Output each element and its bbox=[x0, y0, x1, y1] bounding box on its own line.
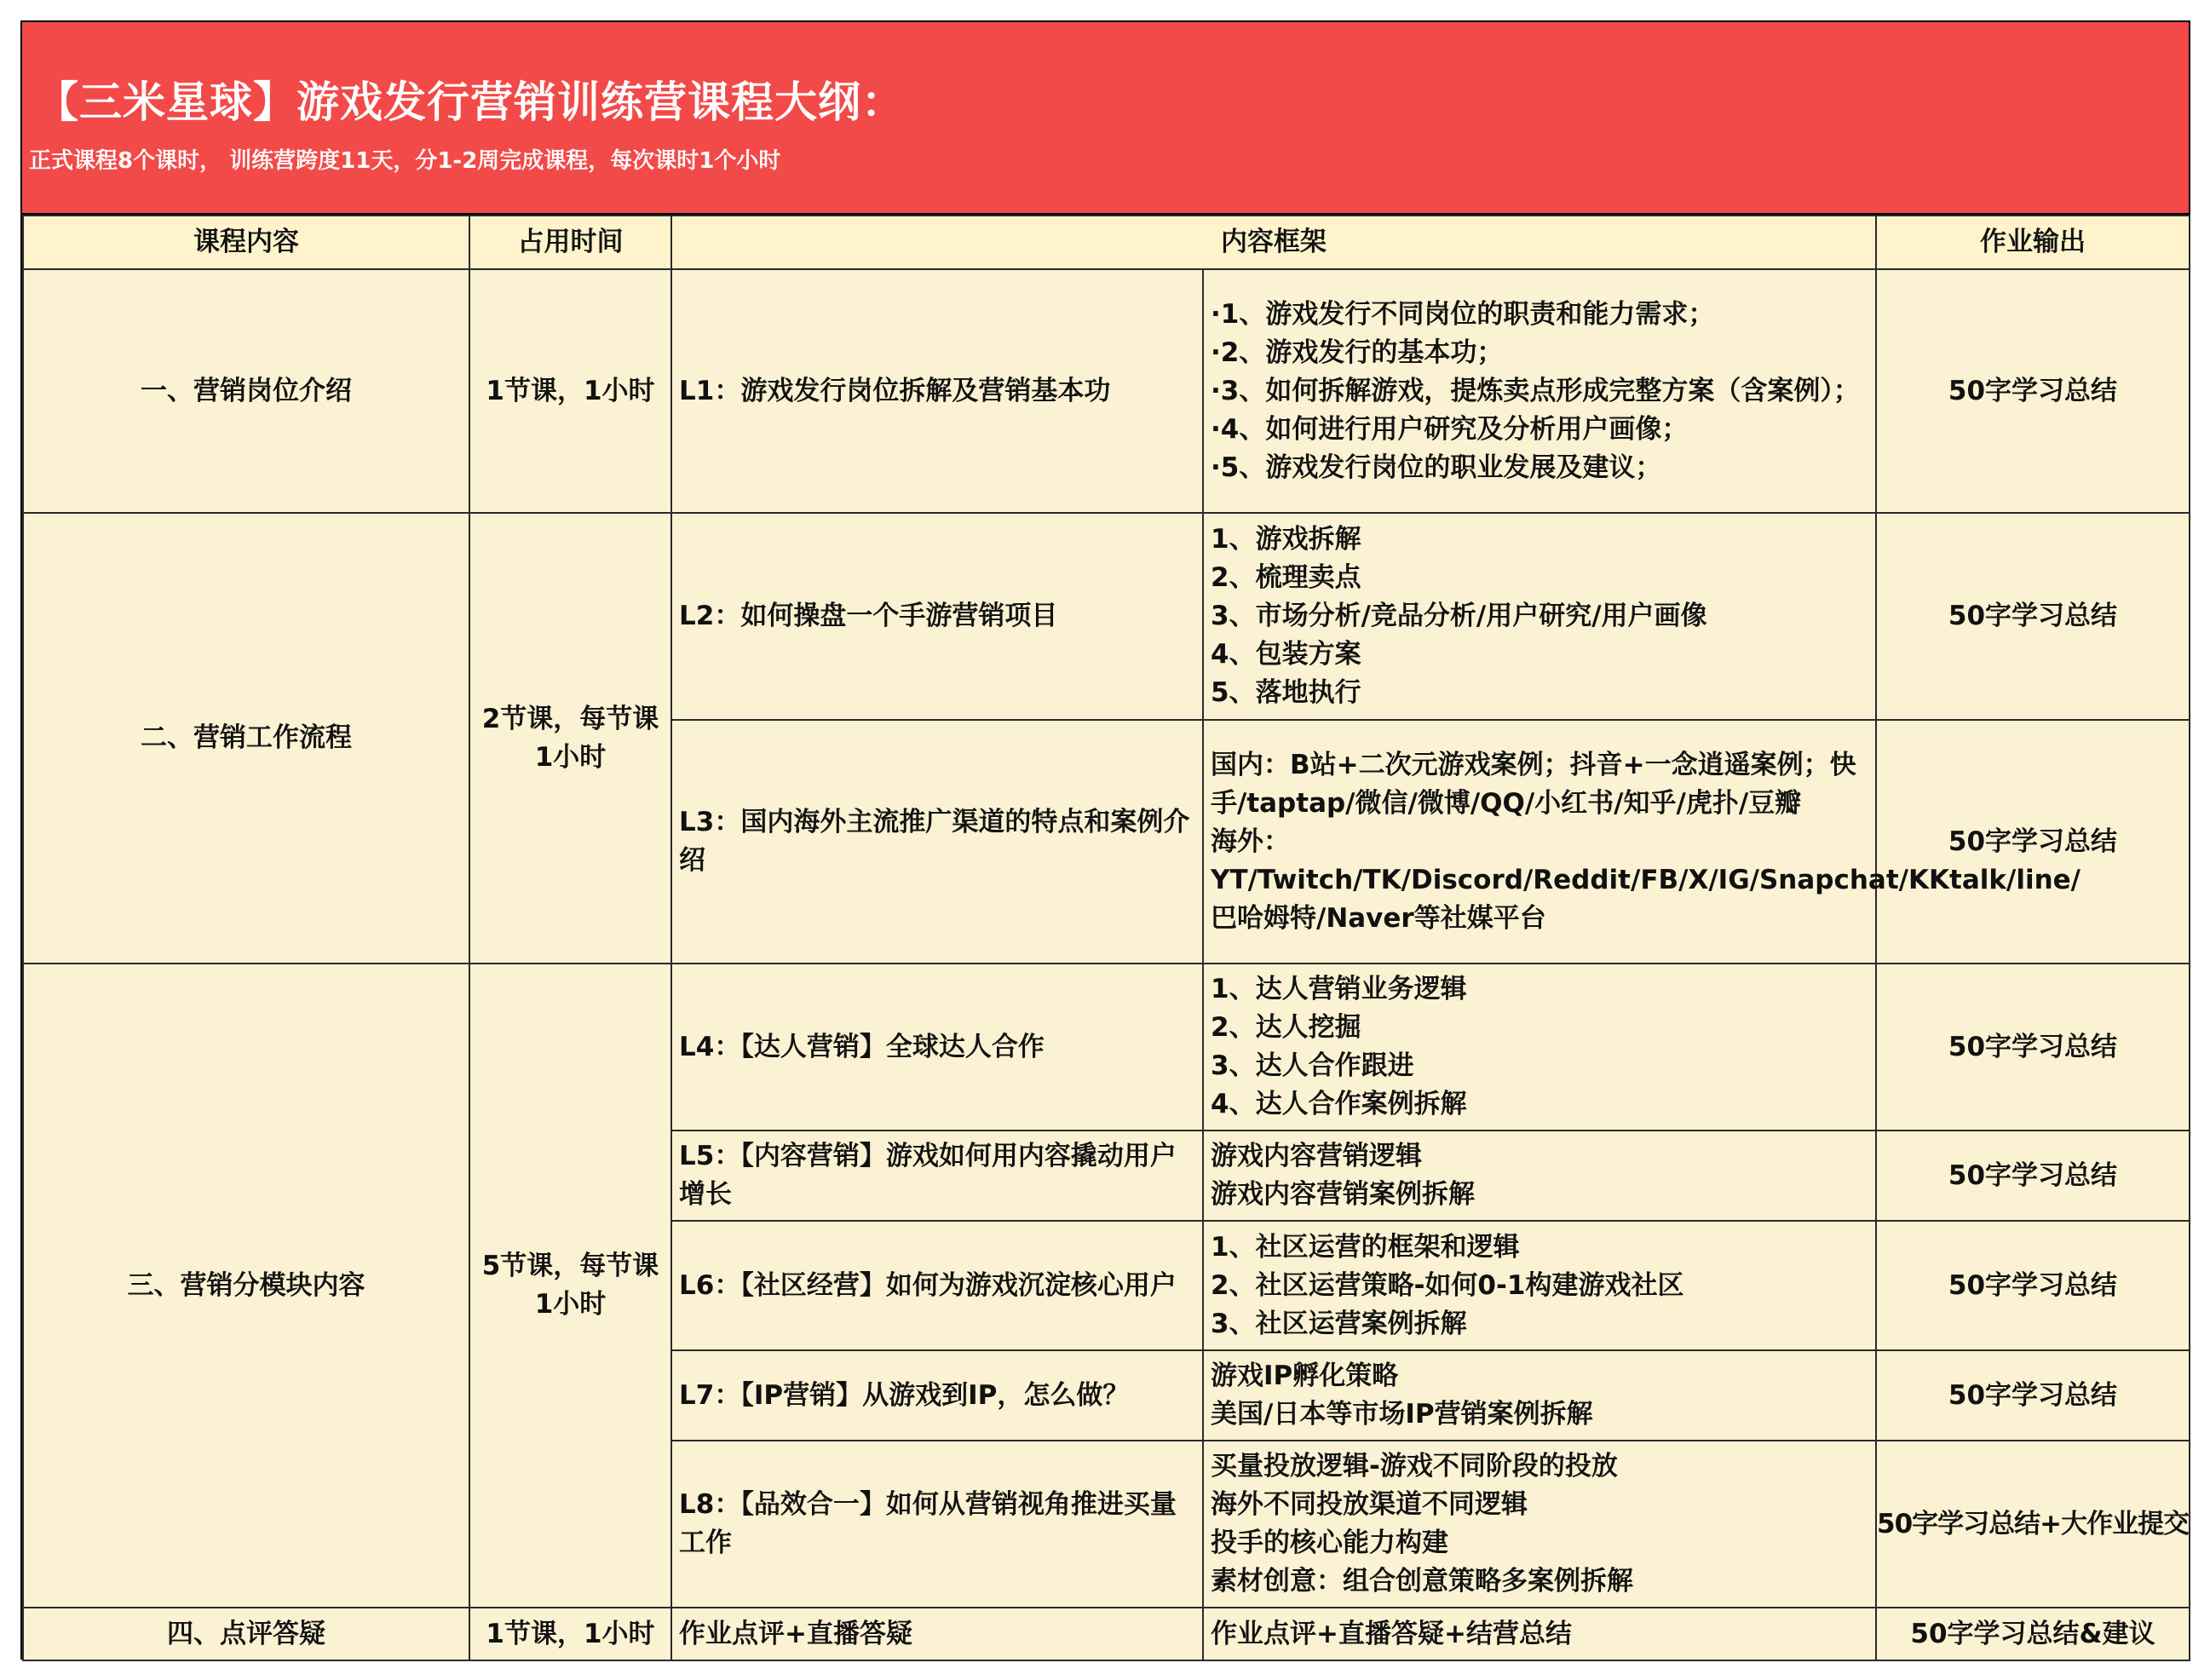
module-cell: 一、营销岗位介绍 bbox=[23, 269, 469, 513]
detail-line: 1、达人营销业务逻辑 bbox=[1211, 974, 1467, 1004]
title-banner bbox=[22, 22, 2189, 215]
table-row bbox=[23, 269, 2190, 513]
lesson-details-cell bbox=[1203, 964, 1876, 1131]
lesson-title-cell: L8：【品效合一】如何从营销视角推进买量工作 bbox=[671, 1441, 1203, 1608]
detail-line: 1、游戏拆解 bbox=[1211, 524, 1361, 555]
lesson-details-cell bbox=[1203, 1131, 1876, 1221]
detail-line: ·1、游戏发行不同岗位的职责和能力需求； bbox=[1211, 298, 1715, 330]
table-row bbox=[23, 964, 2190, 1131]
lesson-title-cell: L5：【内容营销】游戏如何用内容撬动用户增长 bbox=[671, 1131, 1203, 1221]
detail-line: 游戏内容营销逻辑 bbox=[1211, 1141, 1422, 1171]
detail-line: ·3、如何拆解游戏，提炼卖点形成完整方案（含案例）； bbox=[1211, 375, 1860, 406]
lesson-details-cell bbox=[1203, 1350, 1876, 1441]
detail-line: 3、达人合作跟进 bbox=[1211, 1050, 1414, 1081]
lesson-details-cell bbox=[1203, 1608, 1876, 1660]
table-row bbox=[23, 513, 2190, 720]
lesson-details-cell bbox=[1203, 1441, 1876, 1608]
detail-line: ·5、游戏发行岗位的职业发展及建议； bbox=[1211, 452, 1662, 483]
syllabus-sheet bbox=[20, 20, 2190, 1660]
syllabus-table bbox=[22, 215, 2190, 1661]
homework-cell: 50字学习总结 bbox=[1876, 513, 2190, 720]
detail-line: 美国/日本等市场IP营销案例拆解 bbox=[1211, 1399, 1593, 1430]
detail-line: 游戏IP孵化策略 bbox=[1211, 1361, 1399, 1391]
detail-line: 海外不同投放渠道不同逻辑 bbox=[1211, 1489, 1528, 1520]
page-subtitle: 正式课程8个课时， 训练营跨度11天，分1-2周完成课程，每次课时1个小时 bbox=[29, 148, 781, 174]
homework-cell: 50字学习总结 bbox=[1876, 269, 2190, 513]
detail-line: 5、落地执行 bbox=[1211, 677, 1361, 708]
detail-line: 3、市场分析/竞品分析/用户研究/用户画像 bbox=[1211, 601, 1707, 631]
detail-line: 2、梳理卖点 bbox=[1211, 562, 1361, 593]
table-row bbox=[23, 1608, 2190, 1660]
column-header-homework: 作业输出 bbox=[1876, 216, 2190, 269]
lesson-title-cell: L4：【达人营销】全球达人合作 bbox=[671, 964, 1203, 1131]
lesson-title-cell: L3：国内海外主流推广渠道的特点和案例介绍 bbox=[671, 720, 1203, 964]
homework-cell: 50字学习总结 bbox=[1876, 1131, 2190, 1221]
column-header-module: 课程内容 bbox=[23, 216, 469, 269]
detail-line: 作业点评+直播答疑+结营总结 bbox=[1211, 1618, 1572, 1649]
module-cell: 四、点评答疑 bbox=[23, 1608, 469, 1660]
lesson-title-cell: L2：如何操盘一个手游营销项目 bbox=[671, 513, 1203, 720]
time-cell: 5节课，每节课1小时 bbox=[469, 964, 671, 1608]
lesson-title-cell: 作业点评+直播答疑 bbox=[671, 1608, 1203, 1660]
detail-line: ·2、游戏发行的基本功； bbox=[1211, 337, 1504, 368]
time-cell: 1节课，1小时 bbox=[469, 1608, 671, 1660]
time-cell: 2节课，每节课1小时 bbox=[469, 513, 671, 964]
detail-line: 素材创意：组合创意策略多案例拆解 bbox=[1211, 1566, 1633, 1597]
homework-cell: 50字学习总结 bbox=[1876, 964, 2190, 1131]
column-header-framework: 内容框架 bbox=[671, 216, 1876, 269]
module-cell: 三、营销分模块内容 bbox=[23, 964, 469, 1608]
detail-line: 海外：YT/Twitch/TK/Discord/Reddit/FB/X/IG/Snapchat/KKtalk/line/巴哈姆特/Naver等社媒平台 bbox=[1211, 826, 2081, 934]
homework-cell: 50字学习总结&建议 bbox=[1876, 1608, 2190, 1660]
lesson-title-cell: L7：【IP营销】从游戏到IP，怎么做？ bbox=[671, 1350, 1203, 1441]
homework-cell: 50字学习总结+大作业提交 bbox=[1876, 1441, 2190, 1608]
header-row bbox=[23, 216, 2190, 269]
page-title: 【三米星球】游戏发行营销训练营课程大纲： bbox=[36, 78, 905, 127]
detail-line: 4、包装方案 bbox=[1211, 639, 1361, 670]
lesson-title-cell: L6：【社区经营】如何为游戏沉淀核心用户 bbox=[671, 1221, 1203, 1350]
detail-line: 2、社区运营策略-如何0-1构建游戏社区 bbox=[1211, 1269, 1684, 1301]
lesson-details-cell bbox=[1203, 269, 1876, 513]
detail-line: 买量投放逻辑-游戏不同阶段的投放 bbox=[1211, 1451, 1618, 1482]
detail-line: 3、社区运营案例拆解 bbox=[1211, 1308, 1467, 1339]
column-header-time: 占用时间 bbox=[469, 216, 671, 269]
homework-cell: 50字学习总结 bbox=[1876, 1350, 2190, 1441]
time-cell: 1节课，1小时 bbox=[469, 269, 671, 513]
detail-line: 2、达人挖掘 bbox=[1211, 1012, 1361, 1043]
lesson-details-cell bbox=[1203, 1221, 1876, 1350]
lesson-title-cell: L1：游戏发行岗位拆解及营销基本功 bbox=[671, 269, 1203, 513]
detail-line: 国内：B站+二次元游戏案例；抖音+一念逍遥案例；快手/taptap/微信/微博/QQ/小红书/知乎/虎扑/豆瓣 bbox=[1211, 749, 1856, 819]
lesson-details-cell bbox=[1203, 513, 1876, 720]
detail-line: 1、社区运营的框架和逻辑 bbox=[1211, 1231, 1520, 1263]
module-cell: 二、营销工作流程 bbox=[23, 513, 469, 964]
homework-cell: 50字学习总结 bbox=[1876, 720, 2190, 964]
detail-line: 4、达人合作案例拆解 bbox=[1211, 1089, 1467, 1119]
homework-cell: 50字学习总结 bbox=[1876, 1221, 2190, 1350]
detail-line: 游戏内容营销案例拆解 bbox=[1211, 1179, 1475, 1210]
detail-line: ·4、如何进行用户研究及分析用户画像； bbox=[1211, 413, 1689, 445]
detail-line: 投手的核心能力构建 bbox=[1211, 1528, 1448, 1558]
